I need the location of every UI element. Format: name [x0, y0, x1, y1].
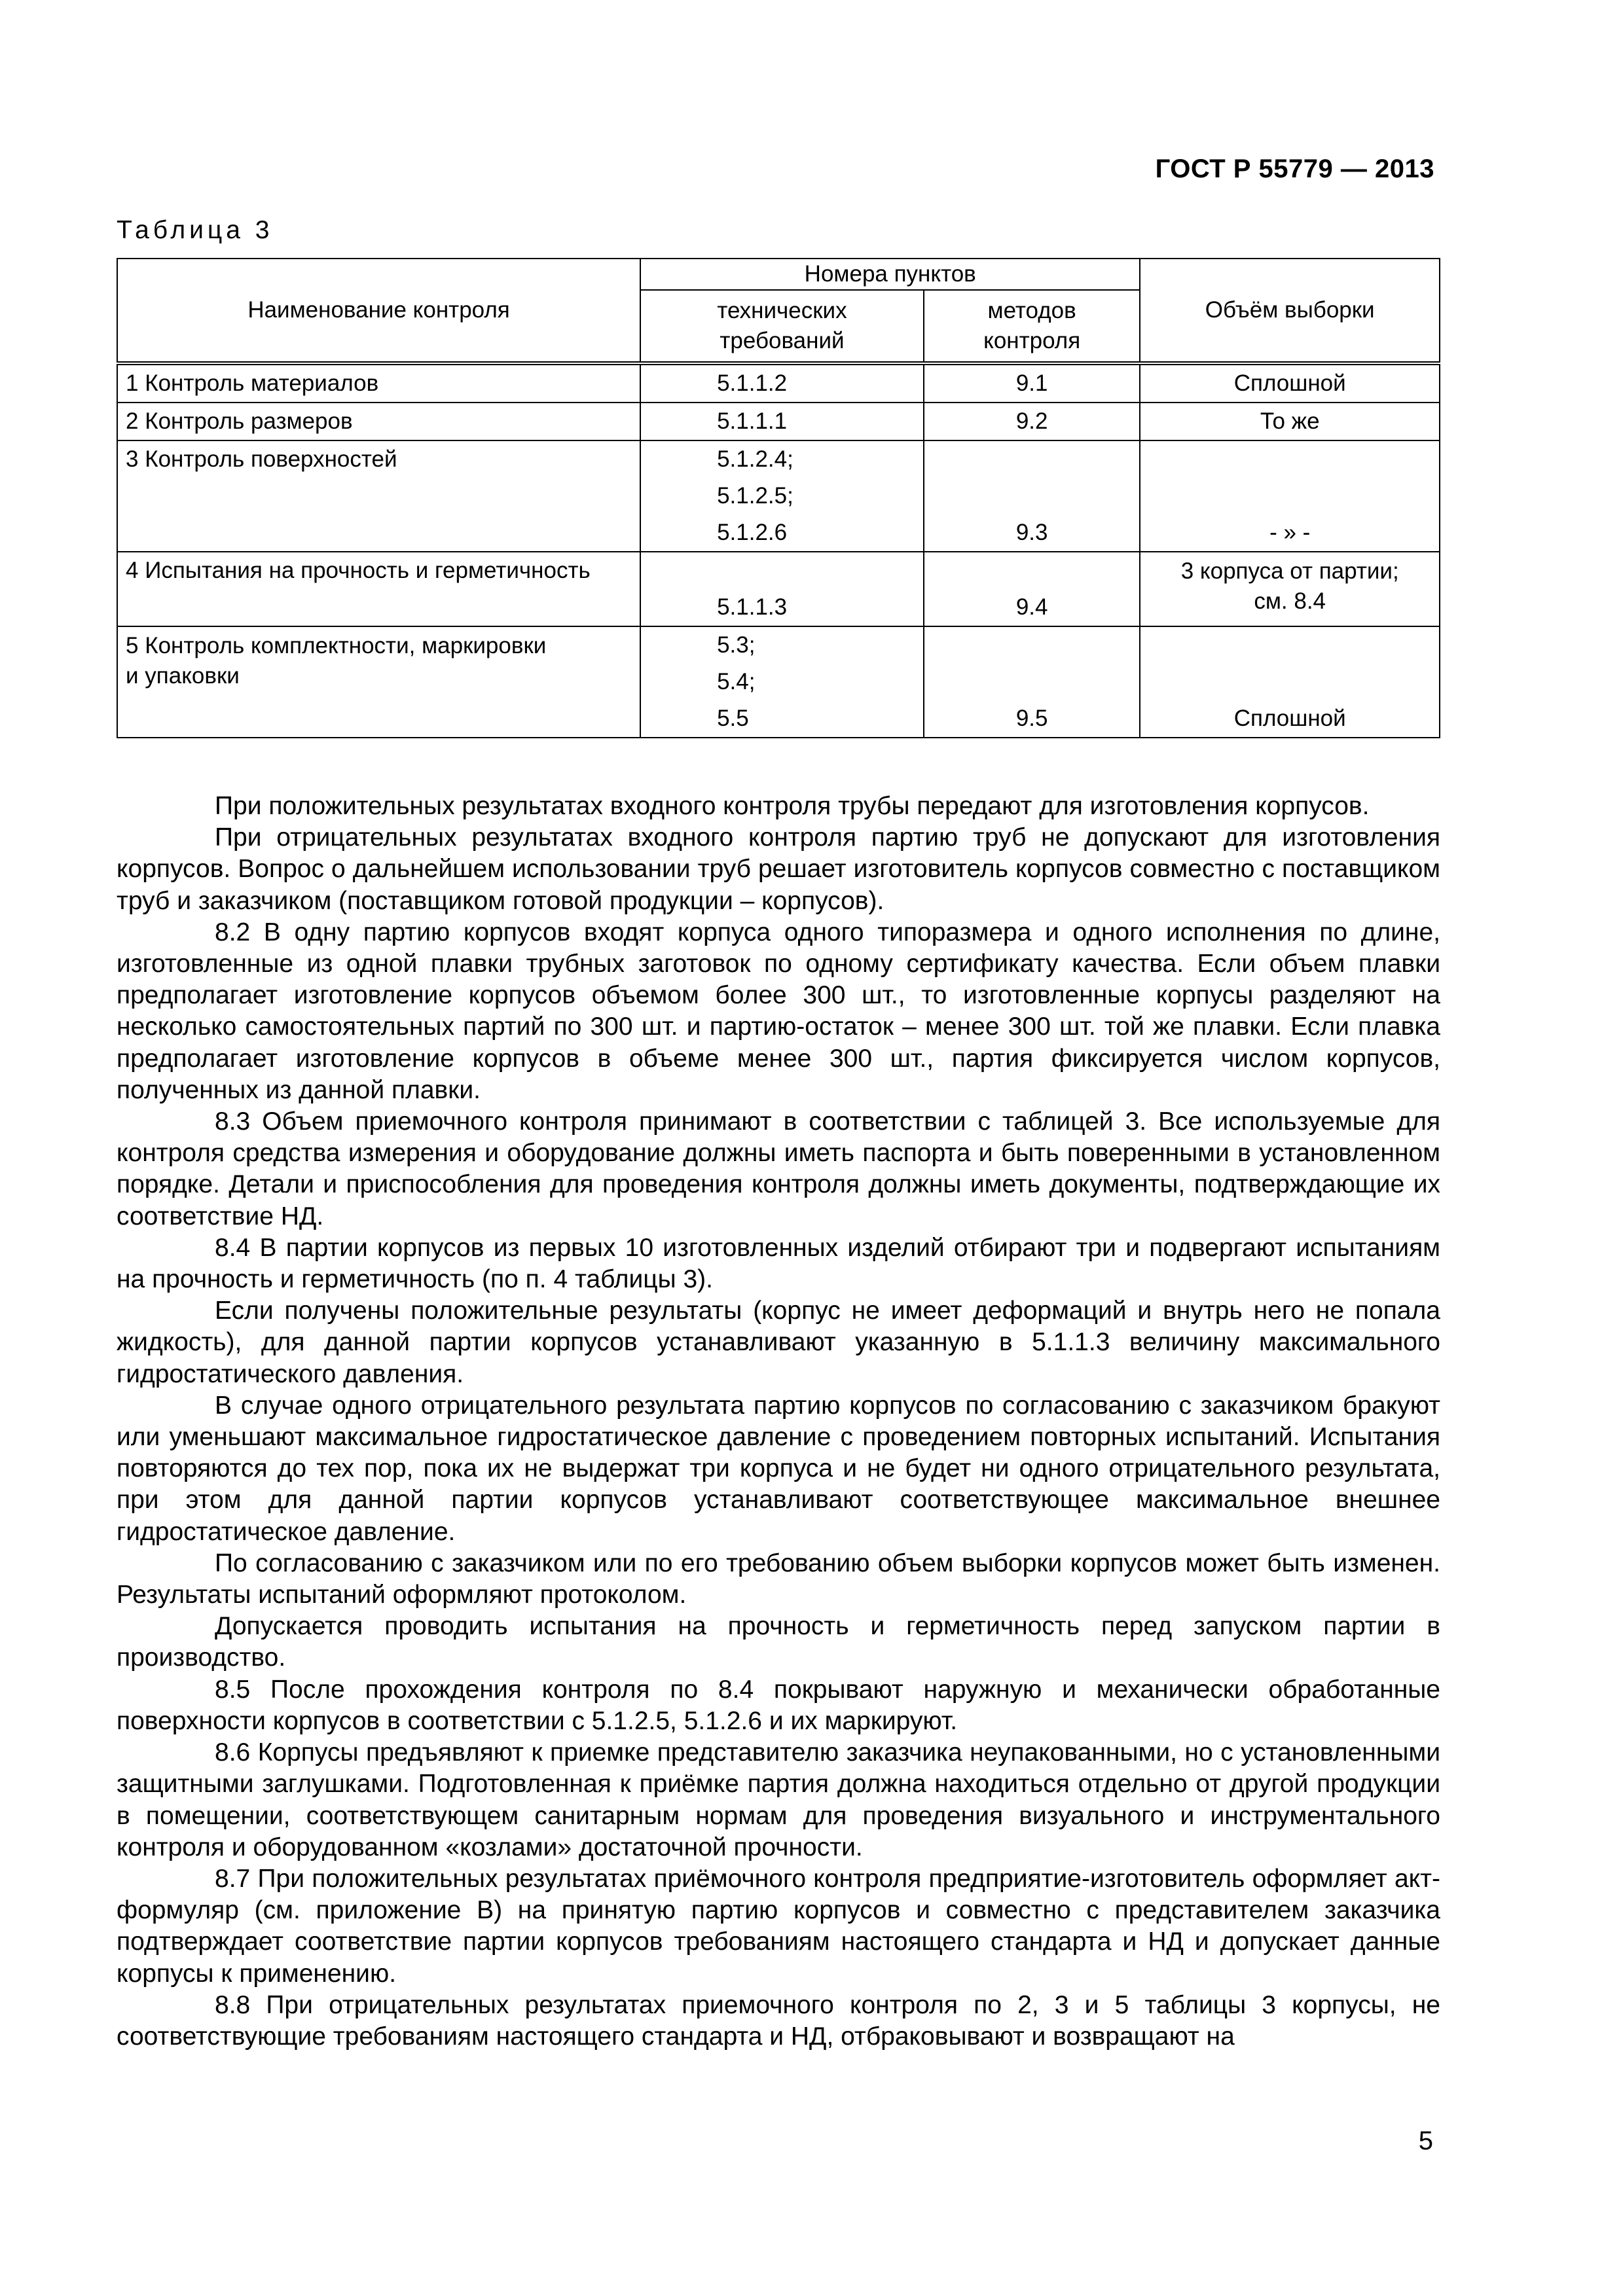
header-item-numbers: Номера пунктов: [640, 259, 1140, 290]
control-table: [117, 258, 1440, 738]
table-caption: Таблица 3: [117, 216, 274, 244]
paragraph: 8.7 При положительных результатах приёмочного контроля предприятие-изготовитель оформляет акт-формуляр (см. приложение В) на принятую партию корпусов и совместно с представителем заказчика подтверждает соответствие партии корпусов требованиям настоящего стандарта и НД и допускает данные корпусы к применению.: [117, 1864, 1440, 1988]
row-req: 5.1.1.1: [640, 403, 924, 440]
paragraph: 8.5 После прохождения контроля по 8.4 покрывают наружную и механически обработанные поверхности корпусов в соответствии с 5.1.2.5, 5.1.2.6 и их маркируют.: [117, 1675, 1440, 1735]
paragraph: Допускается проводить испытания на прочность и герметичность перед запуском партии в производство.: [117, 1612, 1440, 1672]
header-control-methods: методов контроля: [924, 290, 1140, 363]
table-row: [117, 552, 1440, 626]
header-control-name: Наименование контроля: [117, 259, 640, 363]
header-technical-requirements: технических требований: [640, 290, 924, 363]
row-name: 5 Контроль комплектности, маркировки и упаковки: [117, 626, 640, 738]
paragraph: 8.3 Объем приемочного контроля принимают в соответствии с таблицей 3. Все используемые для контроля средства измерения и оборудование должны иметь паспорта и быть поверенными в установленном порядке. Детали и приспособления для проведения контроля должны иметь документы, подтверждающие их соответствие НД.: [117, 1107, 1440, 1230]
row-meth: 9.2: [924, 403, 1140, 440]
paragraph: 8.2 В одну партию корпусов входят корпуса одного типоразмера и одного исполнения по длине, изготовленные из одной плавки трубных заготовок по одному сертификату качества. Если объем плавки предполагает изготовление корпусов объемом более 300 шт., то изготовленные корпусы разделяют на несколько самостоятельных партий по 300 шт. и партию-остаток – менее 300 шт. той же плавки. Если плавка предполагает изготовление корпусов в объеме менее 300 шт., партия фиксируется числом корпусов, полученных из данной плавки.: [117, 918, 1440, 1104]
header-sample-volume: Объём выборки: [1140, 259, 1440, 363]
row-volume: Сплошной: [1140, 626, 1440, 738]
document-code: ГОСТ Р 55779 — 2013: [1155, 154, 1434, 183]
row-meth: 9.4: [924, 552, 1140, 626]
paragraph: 8.4 В партии корпусов из первых 10 изготовленных изделий отбирают три и подвергают испытаниям на прочность и герметичность (по п. 4 таблицы 3).: [117, 1233, 1440, 1294]
row-name: 3 Контроль поверхностей: [117, 440, 640, 552]
row-name: 2 Контроль размеров: [117, 403, 640, 440]
row-name: 1 Контроль материалов: [117, 363, 640, 403]
row-req: 5.1.1.2: [640, 363, 924, 403]
row-meth: 9.5: [924, 626, 1140, 738]
paragraph: При положительных результатах входного контроля трубы передают для изготовления корпусов.: [215, 792, 1370, 820]
body-text: [117, 791, 1440, 2053]
table-row: [117, 403, 1440, 440]
row-volume: 3 корпуса от партии; см. 8.4: [1140, 552, 1440, 626]
row-req: 5.1.2.4; 5.1.2.5; 5.1.2.6: [640, 440, 924, 552]
row-volume: То же: [1140, 403, 1440, 440]
paragraph: Если получены положительные результаты (корпус не имеет деформаций и внутрь него не попала жидкость), для данной партии корпусов устанавливают указанную в 5.1.1.3 величину максимального гидростатического давления.: [117, 1297, 1440, 1388]
table-row: [117, 626, 1440, 738]
row-req: 5.1.1.3: [640, 552, 924, 626]
table-row: [117, 363, 1440, 403]
row-req: 5.3; 5.4; 5.5: [640, 626, 924, 738]
row-volume: - » -: [1140, 440, 1440, 552]
page-number: 5: [1418, 2126, 1433, 2155]
row-meth: 9.3: [924, 440, 1140, 552]
paragraph: В случае одного отрицательного результата партию корпусов по согласованию с заказчиком бракуют или уменьшают максимальное гидростатическое давление с проведением повторных испытаний. Испытания повторяются до тех пор, пока их не выдержат три корпуса и не будет ни одного отрицательного результата, при этом для данной партии корпусов устанавливают соответствующее максимальное внешнее гидростатическое давление.: [117, 1391, 1440, 1546]
row-meth: 9.1: [924, 363, 1140, 403]
row-volume: Сплошной: [1140, 363, 1440, 403]
paragraph: 8.8 При отрицательных результатах приемочного контроля по 2, 3 и 5 таблицы 3 корпусы, не соответствующие требованиям настоящего стандарта и НД, отбраковывают и возвращают на: [117, 1990, 1440, 2051]
paragraph: 8.6 Корпусы предъявляют к приемке представителю заказчика неупакованными, но с установленными защитными заглушками. Подготовленная к приёмке партия должна находиться отдельно от другой продукции в помещении, соответствующем санитарным нормам для проведения визуального и инструментального контроля и оборудованном «козлами» достаточной прочности.: [117, 1738, 1440, 1861]
row-name: 4 Испытания на прочность и герметичность: [117, 552, 640, 626]
paragraph: По согласованию с заказчиком или по его требованию объем выборки корпусов может быть изменен. Результаты испытаний оформляют протоколом.: [117, 1549, 1440, 1609]
paragraph: При отрицательных результатах входного контроля партию труб не допускают для изготовления корпусов. Вопрос о дальнейшем использовании труб решает изготовитель корпусов совместно с поставщиком труб и заказчиком (поставщиком готовой продукции – корпусов).: [117, 823, 1440, 915]
table-row: [117, 440, 1440, 552]
